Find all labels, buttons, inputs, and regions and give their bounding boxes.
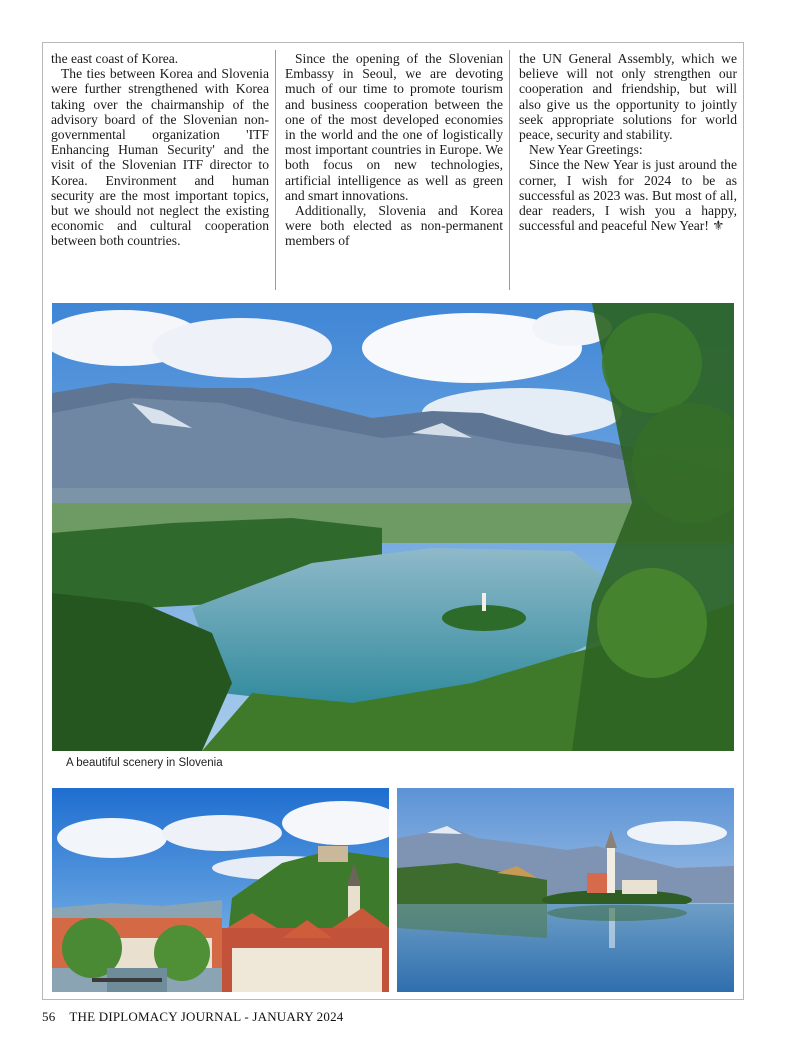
- paragraph: The ties between Korea and Slovenia were further strengthened with Korea taking over the chairmanship of the advisory board of the Slovenian non-governmental organization 'ITF Enhancing Human Security' and the visit of the Slovenian ITF director to Korea. Environment and human security are the most important topics, but we should not neglect the existing economic and cultural cooperation between both countries.: [51, 66, 269, 249]
- paragraph: Since the opening of the Slovenian Embassy in Seoul, we are devoting much of our time to promote tourism and business cooperation between the one of the most developed economies in the world and the one of logistically most important countries in Europe. We both focus on new technologies, artificial intelligence as well as green and smart innovations.: [285, 51, 503, 203]
- text-column-1: [51, 51, 269, 249]
- paragraph: the UN General Assembly, which we believe will not only strengthen our cooperation and friendship, but will also give us the opportunity to jointly seek appropriate solutions for world peace, security and stability.: [519, 51, 737, 143]
- ljubljana-old-town-photo: [52, 788, 389, 992]
- column-divider: [275, 50, 276, 290]
- publication-name: THE DIPLOMACY JOURNAL - JANUARY 2024: [69, 1009, 344, 1024]
- paragraph: New Year Greetings:: [529, 142, 643, 158]
- bled-island-church-photo: [397, 788, 734, 992]
- lake-bled-panorama-photo: [52, 303, 734, 751]
- text-column-3: [519, 51, 737, 233]
- paragraph: the east coast of Korea.: [51, 51, 179, 66]
- paragraph: Since the New Year is just around the corner, I wish for 2024 to be as successful as 2023 was. But most of all, dear readers, I wish you a happy, successful and peaceful New Year! ⚜: [519, 157, 737, 234]
- paragraph: Additionally, Slovenia and Korea were both elected as non-permanent members of: [285, 203, 503, 249]
- text-column-2: [285, 51, 503, 249]
- page-number: 56: [42, 1009, 56, 1024]
- page-footer: [42, 1009, 357, 1025]
- photo-caption: A beautiful scenery in Slovenia: [66, 757, 223, 769]
- column-divider: [509, 50, 510, 290]
